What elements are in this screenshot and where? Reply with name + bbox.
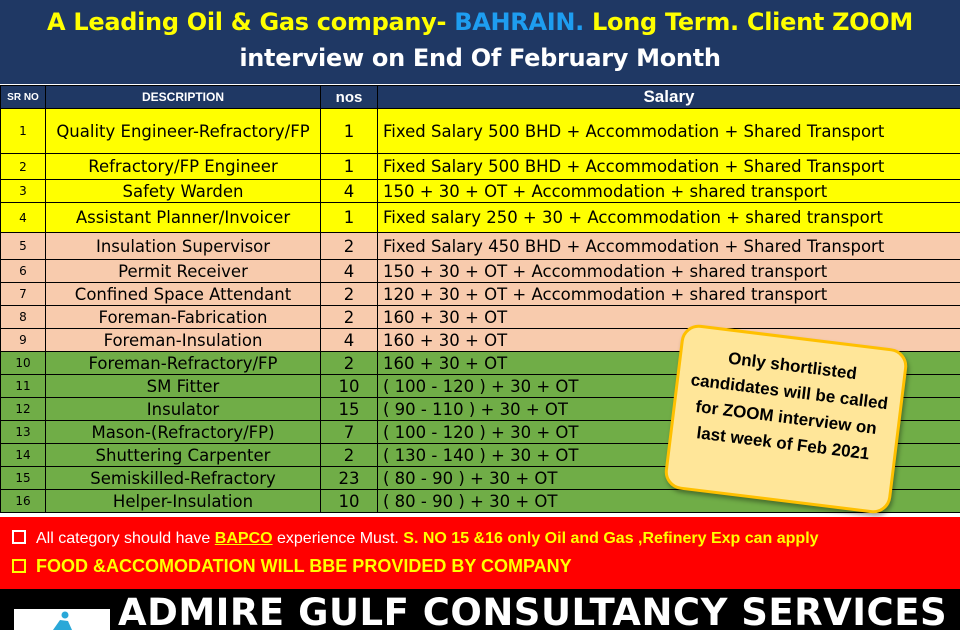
header-term-text: Long Term. Client ZOOM: [584, 8, 913, 36]
cell-srno: 5: [1, 233, 46, 260]
cell-nos: 23: [321, 467, 378, 490]
cell-description: Mason-(Refractory/FP): [46, 421, 321, 444]
table-row: [1, 283, 960, 306]
header-company-text: A Leading Oil & Gas company-: [47, 8, 454, 36]
cell-srno: 1: [1, 109, 46, 154]
notes-bar: [0, 517, 960, 589]
cell-nos: 2: [321, 352, 378, 375]
cell-nos: 4: [321, 329, 378, 352]
table-header-row: [1, 86, 960, 109]
cell-description: Helper-Insulation: [46, 490, 321, 513]
cell-srno: 11: [1, 375, 46, 398]
cell-srno: 8: [1, 306, 46, 329]
cell-description: Safety Warden: [46, 180, 321, 203]
table-row: [1, 260, 960, 283]
cell-nos: 2: [321, 283, 378, 306]
header-line-2: interview on End Of February Month: [0, 44, 960, 72]
checkbox-bullet-icon: [12, 530, 26, 544]
cell-description: Insulator: [46, 398, 321, 421]
note2-text: FOOD &ACCOMODATION WILL BBE PROVIDED BY COMPANY: [36, 556, 572, 576]
cell-nos: 10: [321, 375, 378, 398]
cell-salary: ( 100 - 120 ) + 30 + OT: [378, 421, 960, 444]
cell-srno: 10: [1, 352, 46, 375]
table-row: [1, 109, 960, 154]
shortlist-callout: [663, 323, 910, 516]
footer-banner: [0, 589, 960, 630]
cell-salary: ( 80 - 90 ) + 30 + OT: [378, 490, 960, 513]
cell-salary: 160 + 30 + OT: [378, 352, 960, 375]
cell-salary: ( 100 - 120 ) + 30 + OT: [378, 375, 960, 398]
header-location: BAHRAIN.: [454, 8, 584, 36]
checkbox-bullet-icon: [12, 559, 26, 573]
page-header: [0, 0, 960, 84]
cell-nos: 4: [321, 180, 378, 203]
header-line-1: [0, 8, 960, 36]
cell-srno: 16: [1, 490, 46, 513]
cell-salary: ( 80 - 90 ) + 30 + OT: [378, 467, 960, 490]
cell-description: Confined Space Attendant: [46, 283, 321, 306]
cell-description: Insulation Supervisor: [46, 233, 321, 260]
col-header-nos: nos: [321, 86, 378, 109]
cell-salary: 160 + 30 + OT: [378, 306, 960, 329]
col-header-description: DESCRIPTION: [46, 86, 321, 109]
cell-description: Foreman-Insulation: [46, 329, 321, 352]
note1-text-2: experience Must.: [273, 530, 404, 547]
cell-salary: ( 130 - 140 ) + 30 + OT: [378, 444, 960, 467]
table-row: [1, 233, 960, 260]
cell-salary: 150 + 30 + OT + Accommodation + shared transport: [378, 180, 960, 203]
person-logo-icon: [48, 611, 78, 630]
cell-srno: 3: [1, 180, 46, 203]
note-bapco: [12, 530, 819, 548]
cell-srno: 9: [1, 329, 46, 352]
table-row: [1, 306, 960, 329]
cell-description: SM Fitter: [46, 375, 321, 398]
callout-text: Only shortlisted candidates will be called for ZOOM interview on last week of Feb 2021: [679, 341, 896, 469]
cell-description: Assistant Planner/Invoicer: [46, 203, 321, 233]
cell-nos: 15: [321, 398, 378, 421]
cell-salary: 120 + 30 + OT + Accommodation + shared transport: [378, 283, 960, 306]
cell-nos: 2: [321, 306, 378, 329]
cell-description: Permit Receiver: [46, 260, 321, 283]
cell-nos: 1: [321, 203, 378, 233]
cell-nos: 2: [321, 233, 378, 260]
cell-salary: Fixed Salary 500 BHD + Accommodation + Shared Transport: [378, 109, 960, 154]
cell-description: Foreman-Refractory/FP: [46, 352, 321, 375]
cell-salary: Fixed Salary 500 BHD + Accommodation + Shared Transport: [378, 154, 960, 180]
cell-description: Shuttering Carpenter: [46, 444, 321, 467]
cell-srno: 2: [1, 154, 46, 180]
cell-srno: 7: [1, 283, 46, 306]
note-food: [12, 556, 572, 577]
cell-srno: 4: [1, 203, 46, 233]
cell-srno: 13: [1, 421, 46, 444]
cell-salary: Fixed salary 250 + 30 + Accommodation + shared transport: [378, 203, 960, 233]
table-row: [1, 154, 960, 180]
cell-nos: 1: [321, 154, 378, 180]
cell-nos: 2: [321, 444, 378, 467]
table-row: [1, 180, 960, 203]
cell-nos: 1: [321, 109, 378, 154]
note1-text: All category should have: [36, 530, 215, 547]
table-row: [1, 203, 960, 233]
note1-oil-gas: S. NO 15 &16 only Oil and Gas ,Refinery Exp can apply: [403, 530, 818, 547]
company-name: ADMIRE GULF CONSULTANCY SERVICES: [118, 591, 947, 634]
cell-srno: 6: [1, 260, 46, 283]
company-logo: [14, 609, 110, 630]
cell-salary: 160 + 30 + OT: [378, 329, 960, 352]
cell-srno: 15: [1, 467, 46, 490]
cell-description: Foreman-Fabrication: [46, 306, 321, 329]
col-header-salary: Salary: [378, 86, 960, 109]
cell-salary: 150 + 30 + OT + Accommodation + shared transport: [378, 260, 960, 283]
cell-salary: Fixed Salary 450 BHD + Accommodation + Shared Transport: [378, 233, 960, 260]
note1-bapco: BAPCO: [215, 530, 273, 547]
cell-description: Quality Engineer-Refractory/FP: [46, 109, 321, 154]
cell-srno: 12: [1, 398, 46, 421]
cell-description: Refractory/FP Engineer: [46, 154, 321, 180]
cell-salary: ( 90 - 110 ) + 30 + OT: [378, 398, 960, 421]
cell-srno: 14: [1, 444, 46, 467]
cell-nos: 10: [321, 490, 378, 513]
cell-nos: 4: [321, 260, 378, 283]
cell-nos: 7: [321, 421, 378, 444]
col-header-srno: SR NO: [1, 86, 46, 109]
cell-description: Semiskilled-Refractory: [46, 467, 321, 490]
